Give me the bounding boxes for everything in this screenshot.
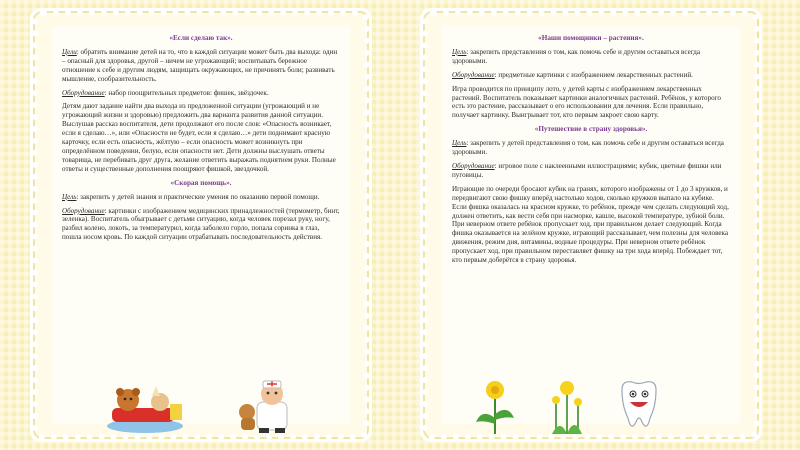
- right-page-text: [442, 26, 740, 424]
- goal-label: Цель: [452, 47, 467, 56]
- goal2-paragraph: [62, 193, 340, 202]
- game-title-plants: «Наши помощники – растения».: [538, 34, 644, 42]
- goal-label: Цели: [62, 47, 77, 56]
- game-title-if-i-do: «Если сделаю так».: [169, 34, 233, 42]
- equipment-label: Оборудование: [62, 88, 105, 97]
- game-title-health-journey: «Путешествие в страну здоровья».: [534, 125, 648, 134]
- equipment-paragraph: [62, 89, 340, 98]
- equipment2-paragraph: [452, 162, 730, 180]
- rules2-paragraph: Играющие по очереди бросают кубик на гранях, которого изображены от 1 до 3 кружков, и передвигают свою фишку вперёд настолько ходов, сколько кружков выпало на кубике. Если фишка оказалась на красном кружке, то ребёнок, прежде чем сделать следующий ход, должен ответить, как вести себя при насморке, кашле, высокой температуре, зубной боли. При неверном ответе ребёнок пропускает ход, при правильном делает следующий. Когда фишка оказывается на зелёном кружке, играющий рассказывает, чем полезны для человека движения, режим дня, витамины, водные процедуры. При неверном ответе ребёнок пропускает ход, при правильном переставляет фишку на три хода вперёд. Побеждает тот, кто первым доберётся в страну здоровья.: [452, 184, 729, 265]
- equipment2-label: Оборудование: [452, 161, 495, 170]
- equipment-label: Оборудование: [452, 70, 495, 79]
- right-page: [420, 8, 762, 442]
- left-illustrations: [30, 378, 372, 436]
- game-title-first-aid: «Скорая помощь».: [170, 178, 232, 187]
- equipment2-text: : игровое поле с наклеенными иллюстрациями; кубик, цветные фишки или пуговицы.: [452, 161, 722, 179]
- equipment2-paragraph: [62, 207, 340, 243]
- doctor-illustration: [235, 378, 305, 436]
- dandelion-field-icon: [542, 378, 592, 436]
- goal2-label: Цель: [452, 139, 467, 148]
- equipment-paragraph: [452, 71, 730, 80]
- rules-paragraph: Детям дают задание найти два выхода из предложенной ситуации (угрожающий и не угрожающий жизни и здоровью) предложить два варианта развития данной ситуации. Выслушав рассказ воспитателя, дети продолжают его после слов: «Опасность возникает, если я сделаю…», или «Опасности не будет, если я сделаю…» дети поднимают красную карточку, если есть опасность, жёлтую – если опасность может возникнуть при определённом поведении, белую, если опасности нет. Дети должны выслушать ответы товарища, не перебивать друг друга, желание ответить выражать поднятием руки. Полные ответы и существенные дополнения поощряют фишкой, звездочкой.: [62, 102, 336, 173]
- goal-text: : закрепить представления о том, как помочь себе и другим оставаться всегда здоровыми.: [452, 47, 701, 65]
- left-page: [30, 8, 372, 442]
- rules-paragraph: Игра проводится по принципу лото, у детей карты с изображением лекарственных растений. Воспитатель показывает картинки аналогичных растений. Ребёнок, у которого есть это растение, рассказывает о его использовании для лечения. Если правильно, получает картинку. Выигрывает тот, кто первым закроет свою карту.: [452, 84, 721, 120]
- goal-paragraph: [452, 48, 730, 66]
- equipment2-text: : картинки с изображением медицинских принадлежностей (термометр, бинт, зеленка). Воспитатель обыгрывает с детьми ситуацию, когда человек порезал руку, ногу, разбил колено, локоть, за температурил, когда заболело горло, попала соринка в глаз, пошла носом кровь. По каждой ситуации отрабатывать последовательность действия.: [62, 206, 340, 242]
- right-illustrations: [420, 378, 762, 436]
- equipment-text: : набор поощрительных предметов: фишек, звёздочек.: [104, 88, 269, 97]
- goal2-paragraph: [452, 139, 730, 157]
- equipment2-label: Оборудование: [62, 206, 105, 215]
- equipment-text: : предметные картинки с изображением лекарственных растений.: [494, 70, 693, 79]
- goal2-label: Цель: [62, 192, 77, 201]
- goal-paragraph: [62, 48, 340, 84]
- goal2-text: : закрепить у детей знания и практические умения по оказанию первой помощи.: [76, 192, 320, 201]
- sick-animals-illustration: [100, 382, 190, 434]
- dandelion-icon: [470, 378, 520, 436]
- goal-text: : обратить внимание детей на то, что в каждой ситуации может быть два выхода: один – опасный для здоровья, другой – ничем не угрожающий; воспитывать бережное отношение к себе и другим людям, защищать окружающих, не причинять боли; развивать мышление, сообразительность.: [62, 47, 338, 83]
- smiling-tooth-icon: [614, 378, 664, 436]
- left-page-text: [52, 26, 350, 424]
- goal2-text: : закрепить у детей представления о том, как помочь себе и другим оставаться всегда здоровыми.: [452, 139, 724, 157]
